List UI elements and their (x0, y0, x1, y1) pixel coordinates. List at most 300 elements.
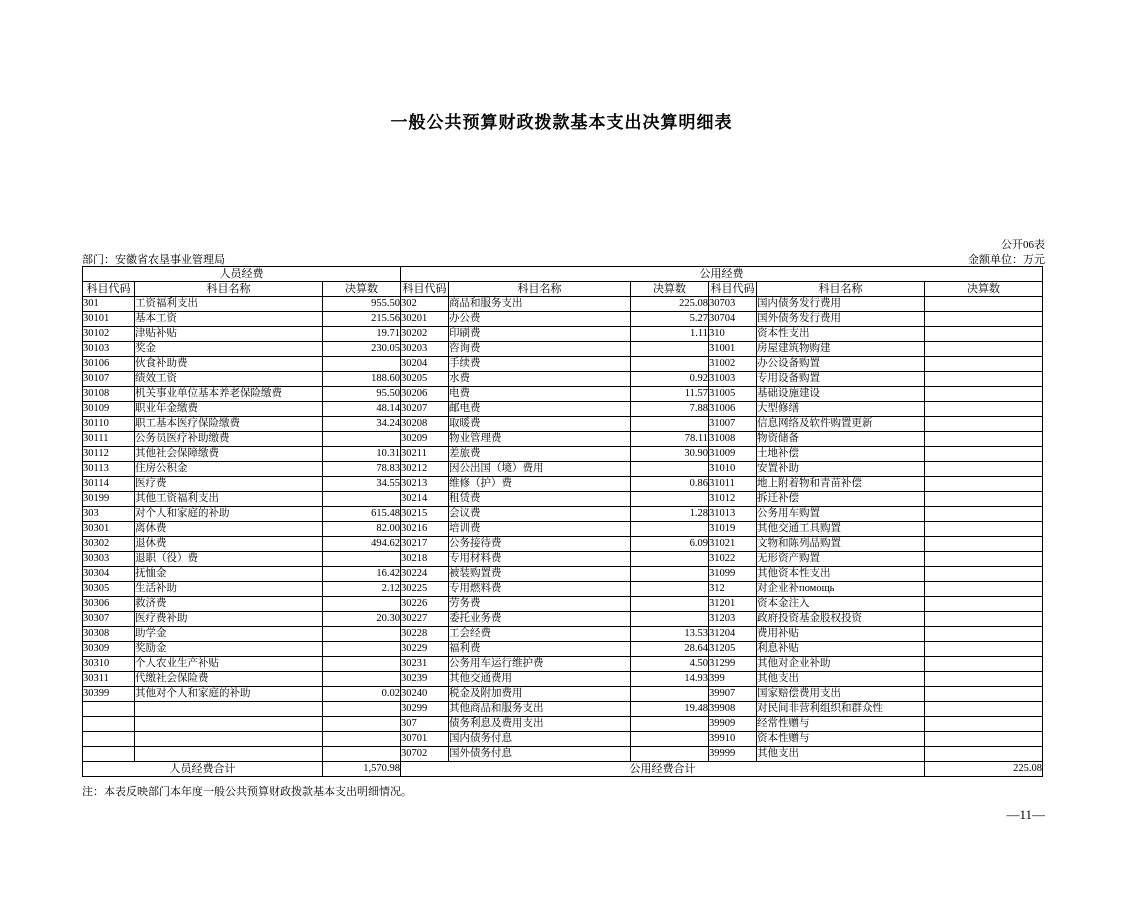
cell-name-capital: 安置补助 (757, 462, 925, 477)
cell-code-public: 30208 (401, 417, 449, 432)
cell-amount-personnel: 10.31 (323, 447, 401, 462)
table-row (83, 627, 1043, 642)
cell-amount-capital (925, 342, 1043, 357)
cell-code-public: 30209 (401, 432, 449, 447)
cell-amount-personnel: 82.00 (323, 522, 401, 537)
cell-name-public: 办公费 (449, 312, 631, 327)
table-row (83, 657, 1043, 672)
cell-name-personnel: 机关事业单位基本养老保险缴费 (135, 387, 323, 402)
cell-name-personnel: 抚恤金 (135, 567, 323, 582)
cell-name-personnel: 退职（役）费 (135, 552, 323, 567)
cell-code-capital: 30704 (709, 312, 757, 327)
cell-code-public: 30702 (401, 747, 449, 762)
cell-name-capital: 基础设施建设 (757, 387, 925, 402)
cell-code-personnel: 30301 (83, 522, 135, 537)
cell-name-personnel: 救济费 (135, 597, 323, 612)
cell-amount-capital (925, 357, 1043, 372)
cell-name-public: 手续费 (449, 357, 631, 372)
cell-amount-personnel: 955.50 (323, 297, 401, 312)
cell-code-public: 30218 (401, 552, 449, 567)
cell-code-personnel: 30303 (83, 552, 135, 567)
budget-table (82, 266, 1043, 777)
cell-amount-personnel (323, 657, 401, 672)
page-number: —11— (1006, 807, 1045, 822)
cell-name-capital: 无形资产购置 (757, 552, 925, 567)
cell-code-capital: 39908 (709, 702, 757, 717)
cell-code-personnel: 30101 (83, 312, 135, 327)
table-row (83, 522, 1043, 537)
cell-amount-capital (925, 402, 1043, 417)
cell-amount-public (631, 597, 709, 612)
cell-code-capital: 39909 (709, 717, 757, 732)
cell-code-public: 302 (401, 297, 449, 312)
cell-code-personnel: 30108 (83, 387, 135, 402)
cell-code-capital: 31299 (709, 657, 757, 672)
cell-code-capital: 31010 (709, 462, 757, 477)
cell-amount-personnel: 34.55 (323, 477, 401, 492)
cell-code-public: 30231 (401, 657, 449, 672)
cell-amount-personnel: 615.48 (323, 507, 401, 522)
column-header-code-3: 科目代码 (710, 283, 755, 295)
cell-amount-personnel: 19.71 (323, 327, 401, 342)
cell-name-public: 邮电费 (449, 402, 631, 417)
cell-code-personnel: 30307 (83, 612, 135, 627)
cell-name-capital: 对企业补помощь (757, 582, 925, 597)
cell-code-personnel: 30310 (83, 657, 135, 672)
department-label: 部门：安徽省农垦事业管理局 (82, 254, 225, 266)
table-row (83, 747, 1043, 762)
cell-code-public: 30201 (401, 312, 449, 327)
cell-name-capital: 资本金注入 (757, 597, 925, 612)
cell-amount-personnel: 2.12 (323, 582, 401, 597)
cell-amount-public: 4.50 (631, 657, 709, 672)
cell-amount-public (631, 462, 709, 477)
page-title: 一般公共预算财政拨款基本支出决算明细表 (390, 113, 733, 132)
cell-code-public: 30206 (401, 387, 449, 402)
cell-code-capital: 310 (709, 327, 757, 342)
cell-amount-capital (925, 612, 1043, 627)
cell-name-capital: 其他支出 (757, 672, 925, 687)
cell-name-public: 公务接待费 (449, 537, 631, 552)
cell-name-personnel: 职业年金缴费 (135, 402, 323, 417)
cell-code-public: 30225 (401, 582, 449, 597)
table-row (83, 687, 1043, 702)
cell-amount-personnel (323, 627, 401, 642)
cell-code-personnel: 30106 (83, 357, 135, 372)
cell-code-capital: 31007 (709, 417, 757, 432)
cell-amount-public (631, 357, 709, 372)
cell-name-public: 商品和服务支出 (449, 297, 631, 312)
cell-amount-capital (925, 387, 1043, 402)
cell-name-personnel: 离休费 (135, 522, 323, 537)
cell-name-public: 被装购置费 (449, 567, 631, 582)
cell-amount-capital (925, 297, 1043, 312)
form-code: 公开06表 (1001, 239, 1045, 251)
cell-name-capital: 利息补贴 (757, 642, 925, 657)
table-footer (83, 762, 1043, 777)
table-row (83, 327, 1043, 342)
cell-name-personnel: 住房公积金 (135, 462, 323, 477)
cell-code-personnel: 301 (83, 297, 135, 312)
cell-code-public: 30214 (401, 492, 449, 507)
cell-amount-capital (925, 672, 1043, 687)
cell-code-personnel: 30103 (83, 342, 135, 357)
total-value-public: 225.08 (925, 762, 1043, 777)
cell-amount-personnel (323, 432, 401, 447)
cell-name-capital: 国家赔偿费用支出 (757, 687, 925, 702)
cell-name-personnel: 个人农业生产补贴 (135, 657, 323, 672)
cell-name-public: 培训费 (449, 522, 631, 537)
table-row (83, 357, 1043, 372)
cell-name-public: 债务利息及费用支出 (449, 717, 631, 732)
column-header-amount-2: 决算数 (631, 282, 709, 297)
table-row (83, 477, 1043, 492)
cell-amount-capital (925, 717, 1043, 732)
cell-code-capital: 30703 (709, 297, 757, 312)
cell-code-capital: 31008 (709, 432, 757, 447)
cell-code-public: 30228 (401, 627, 449, 642)
cell-amount-capital (925, 522, 1043, 537)
cell-code-personnel: 30305 (83, 582, 135, 597)
amount-unit: 金额单位：万元 (968, 254, 1045, 266)
cell-amount-capital (925, 312, 1043, 327)
cell-code-capital: 31019 (709, 522, 757, 537)
total-label-public: 公用经费合计 (401, 762, 925, 777)
cell-amount-public: 0.92 (631, 372, 709, 387)
cell-amount-personnel: 0.02 (323, 687, 401, 702)
cell-amount-public: 13.53 (631, 627, 709, 642)
table-row (83, 597, 1043, 612)
cell-amount-public (631, 732, 709, 747)
cell-code-capital: 31011 (709, 477, 757, 492)
cell-name-capital: 对民间非营利组织和群众性 (757, 702, 925, 717)
cell-code-capital: 39999 (709, 747, 757, 762)
cell-code-public: 30215 (401, 507, 449, 522)
cell-name-personnel: 奖金 (135, 342, 323, 357)
cell-amount-capital (925, 567, 1043, 582)
cell-code-public: 30299 (401, 702, 449, 717)
cell-code-personnel: 303 (83, 507, 135, 522)
cell-code-capital: 31005 (709, 387, 757, 402)
cell-amount-capital (925, 582, 1043, 597)
cell-name-capital: 土地补偿 (757, 447, 925, 462)
cell-code-personnel: 30308 (83, 627, 135, 642)
cell-name-personnel: 其他工资福利支出 (135, 492, 323, 507)
cell-name-capital: 经常性赠与 (757, 717, 925, 732)
cell-amount-public: 19.48 (631, 702, 709, 717)
cell-amount-personnel (323, 357, 401, 372)
table-row (83, 462, 1043, 477)
table-row (83, 507, 1043, 522)
table-column-header-row (83, 282, 1043, 297)
cell-name-personnel: 工资福利支出 (135, 297, 323, 312)
cell-amount-public: 6.09 (631, 537, 709, 552)
cell-code-public: 30213 (401, 477, 449, 492)
cell-amount-capital (925, 732, 1043, 747)
cell-name-personnel: 职工基本医疗保险缴费 (135, 417, 323, 432)
cell-code-capital: 31003 (709, 372, 757, 387)
cell-amount-personnel (323, 702, 401, 717)
column-header-amount-1: 决算数 (323, 282, 401, 297)
cell-code-capital: 31204 (709, 627, 757, 642)
cell-code-capital: 31203 (709, 612, 757, 627)
cell-name-public: 维修（护）费 (449, 477, 631, 492)
cell-code-public: 30204 (401, 357, 449, 372)
column-header-name-1: 科目名称 (135, 282, 323, 297)
cell-amount-personnel: 230.05 (323, 342, 401, 357)
cell-name-public: 国外债务付息 (449, 747, 631, 762)
cell-name-public: 取暖费 (449, 417, 631, 432)
cell-amount-public: 30.90 (631, 447, 709, 462)
table-row (83, 702, 1043, 717)
cell-code-capital: 399 (709, 672, 757, 687)
cell-code-public: 30227 (401, 612, 449, 627)
cell-name-capital: 国内债务发行费用 (757, 297, 925, 312)
cell-amount-capital (925, 327, 1043, 342)
cell-name-personnel: 伙食补助费 (135, 357, 323, 372)
cell-code-personnel: 30114 (83, 477, 135, 492)
cell-code-capital: 39910 (709, 732, 757, 747)
cell-amount-personnel: 20.30 (323, 612, 401, 627)
cell-name-public: 专用燃料费 (449, 582, 631, 597)
cell-name-capital: 费用补贴 (757, 627, 925, 642)
cell-code-public: 30217 (401, 537, 449, 552)
cell-name-public: 差旅费 (449, 447, 631, 462)
cell-name-public: 租赁费 (449, 492, 631, 507)
cell-amount-capital (925, 462, 1043, 477)
cell-name-public: 电费 (449, 387, 631, 402)
table-header (83, 267, 1043, 297)
column-header-name-3: 科目名称 (757, 282, 925, 297)
cell-code-personnel: 30107 (83, 372, 135, 387)
cell-amount-capital (925, 492, 1043, 507)
cell-code-personnel: 30309 (83, 642, 135, 657)
cell-name-capital: 政府投资基金股权投资 (757, 612, 925, 627)
cell-code-capital: 31001 (709, 342, 757, 357)
cell-code-public: 30205 (401, 372, 449, 387)
cell-code-personnel: 30112 (83, 447, 135, 462)
group-header-public: 公用经费 (401, 267, 1043, 282)
cell-amount-capital (925, 702, 1043, 717)
cell-code-public: 30226 (401, 597, 449, 612)
table-row (83, 432, 1043, 447)
cell-amount-public (631, 567, 709, 582)
cell-name-personnel (135, 747, 323, 762)
cell-code-personnel: 30302 (83, 537, 135, 552)
cell-amount-capital (925, 372, 1043, 387)
cell-name-public: 其他商品和服务支出 (449, 702, 631, 717)
cell-amount-public: 0.86 (631, 477, 709, 492)
cell-amount-capital (925, 747, 1043, 762)
cell-name-personnel: 基本工资 (135, 312, 323, 327)
cell-amount-public: 11.57 (631, 387, 709, 402)
cell-name-personnel: 奖励金 (135, 642, 323, 657)
cell-amount-public: 1.11 (631, 327, 709, 342)
cell-amount-public: 1.28 (631, 507, 709, 522)
cell-name-public: 因公出国（境）费用 (449, 462, 631, 477)
table-total-row (83, 762, 1043, 777)
cell-amount-personnel (323, 597, 401, 612)
cell-name-capital: 资本性赠与 (757, 732, 925, 747)
cell-amount-public (631, 612, 709, 627)
cell-name-public: 福利费 (449, 642, 631, 657)
cell-amount-public (631, 687, 709, 702)
cell-code-public: 30701 (401, 732, 449, 747)
cell-name-capital: 资本性支出 (757, 327, 925, 342)
cell-amount-public (631, 747, 709, 762)
cell-code-capital: 31012 (709, 492, 757, 507)
cell-name-personnel: 医疗费 (135, 477, 323, 492)
cell-code-personnel (83, 732, 135, 747)
cell-code-public: 30224 (401, 567, 449, 582)
cell-code-personnel (83, 747, 135, 762)
table-row (83, 297, 1043, 312)
table-row (83, 372, 1043, 387)
cell-name-public: 咨询费 (449, 342, 631, 357)
cell-code-capital: 312 (709, 582, 757, 597)
cell-name-personnel: 其他社会保障缴费 (135, 447, 323, 462)
cell-name-public: 公务用车运行维护费 (449, 657, 631, 672)
cell-name-capital: 房屋建筑物购建 (757, 342, 925, 357)
table-row (83, 417, 1043, 432)
cell-name-capital: 其他对企业补助 (757, 657, 925, 672)
cell-code-public: 30239 (401, 672, 449, 687)
cell-amount-personnel: 78.83 (323, 462, 401, 477)
group-header-personnel: 人员经费 (83, 267, 401, 282)
cell-code-personnel: 30199 (83, 492, 135, 507)
cell-name-personnel: 助学金 (135, 627, 323, 642)
cell-name-public: 印刷费 (449, 327, 631, 342)
cell-name-capital: 其他交通工具购置 (757, 522, 925, 537)
cell-amount-public: 225.08 (631, 297, 709, 312)
cell-name-public: 会议费 (449, 507, 631, 522)
table-body (83, 297, 1043, 762)
cell-name-public: 工会经费 (449, 627, 631, 642)
total-label-personnel: 人员经费合计 (83, 762, 323, 777)
table-row (83, 582, 1043, 597)
cell-name-public: 物业管理费 (449, 432, 631, 447)
cell-amount-public: 78.11 (631, 432, 709, 447)
cell-name-public: 专用材料费 (449, 552, 631, 567)
cell-name-personnel (135, 717, 323, 732)
cell-code-personnel: 30102 (83, 327, 135, 342)
cell-name-capital: 国外债务发行费用 (757, 312, 925, 327)
cell-amount-personnel: 95.50 (323, 387, 401, 402)
cell-code-capital: 31002 (709, 357, 757, 372)
cell-amount-personnel (323, 672, 401, 687)
cell-amount-capital (925, 657, 1043, 672)
cell-code-public: 30202 (401, 327, 449, 342)
table-row (83, 672, 1043, 687)
cell-amount-capital (925, 627, 1043, 642)
cell-code-capital: 31201 (709, 597, 757, 612)
cell-code-capital: 31006 (709, 402, 757, 417)
cell-name-capital: 其他资本性支出 (757, 567, 925, 582)
cell-code-capital: 31021 (709, 537, 757, 552)
cell-name-personnel: 其他对个人和家庭的补助 (135, 687, 323, 702)
cell-amount-public: 7.88 (631, 402, 709, 417)
cell-name-capital: 物资储备 (757, 432, 925, 447)
column-header-amount-3: 决算数 (925, 282, 1043, 297)
table-row (83, 567, 1043, 582)
cell-code-personnel: 30311 (83, 672, 135, 687)
cell-amount-public: 28.64 (631, 642, 709, 657)
table-row (83, 342, 1043, 357)
cell-amount-public: 14.93 (631, 672, 709, 687)
cell-amount-public (631, 417, 709, 432)
cell-code-personnel (83, 702, 135, 717)
cell-code-public: 30216 (401, 522, 449, 537)
cell-amount-personnel: 215.56 (323, 312, 401, 327)
cell-amount-personnel (323, 642, 401, 657)
cell-name-personnel: 公务员医疗补助缴费 (135, 432, 323, 447)
table-row (83, 447, 1043, 462)
table-row (83, 387, 1043, 402)
cell-name-public: 税金及附加费用 (449, 687, 631, 702)
table-row (83, 732, 1043, 747)
table-row (83, 402, 1043, 417)
cell-code-public: 30229 (401, 642, 449, 657)
cell-name-capital: 拆迁补偿 (757, 492, 925, 507)
table-group-header-row (83, 267, 1043, 282)
cell-code-capital: 31099 (709, 567, 757, 582)
cell-name-public: 水费 (449, 372, 631, 387)
cell-amount-public (631, 492, 709, 507)
cell-code-public: 30240 (401, 687, 449, 702)
cell-code-personnel: 30306 (83, 597, 135, 612)
cell-code-personnel: 30110 (83, 417, 135, 432)
cell-amount-capital (925, 597, 1043, 612)
cell-amount-public (631, 582, 709, 597)
cell-code-personnel: 30109 (83, 402, 135, 417)
cell-name-capital: 文物和陈列品购置 (757, 537, 925, 552)
cell-code-public: 307 (401, 717, 449, 732)
cell-code-personnel (83, 717, 135, 732)
cell-name-capital: 大型修缮 (757, 402, 925, 417)
cell-name-personnel: 医疗费补助 (135, 612, 323, 627)
cell-amount-public (631, 342, 709, 357)
cell-code-capital: 39907 (709, 687, 757, 702)
cell-name-personnel (135, 732, 323, 747)
cell-name-capital: 信息网络及软件购置更新 (757, 417, 925, 432)
cell-code-public: 30211 (401, 447, 449, 462)
cell-name-personnel: 绩效工资 (135, 372, 323, 387)
cell-code-capital: 31009 (709, 447, 757, 462)
table-note: 注：本表反映部门本年度一般公共预算财政拨款基本支出明细情况。 (82, 786, 412, 798)
document-page (0, 108, 1123, 902)
total-value-personnel: 1,570.98 (323, 762, 401, 777)
column-header-code-1: 科目代码 (83, 282, 135, 297)
cell-amount-public (631, 522, 709, 537)
table-row (83, 492, 1043, 507)
cell-name-public: 其他交通费用 (449, 672, 631, 687)
cell-amount-capital (925, 552, 1043, 567)
cell-amount-personnel (323, 732, 401, 747)
cell-name-capital: 办公设备购置 (757, 357, 925, 372)
cell-name-capital: 专用设备购置 (757, 372, 925, 387)
cell-code-personnel: 30399 (83, 687, 135, 702)
table-row (83, 312, 1043, 327)
cell-name-personnel: 对个人和家庭的补助 (135, 507, 323, 522)
cell-amount-capital (925, 447, 1043, 462)
cell-name-personnel: 生活补助 (135, 582, 323, 597)
cell-name-public: 劳务费 (449, 597, 631, 612)
cell-amount-capital (925, 477, 1043, 492)
cell-amount-personnel: 494.62 (323, 537, 401, 552)
cell-name-personnel (135, 702, 323, 717)
cell-name-personnel: 代缴社会保险费 (135, 672, 323, 687)
cell-amount-public (631, 552, 709, 567)
